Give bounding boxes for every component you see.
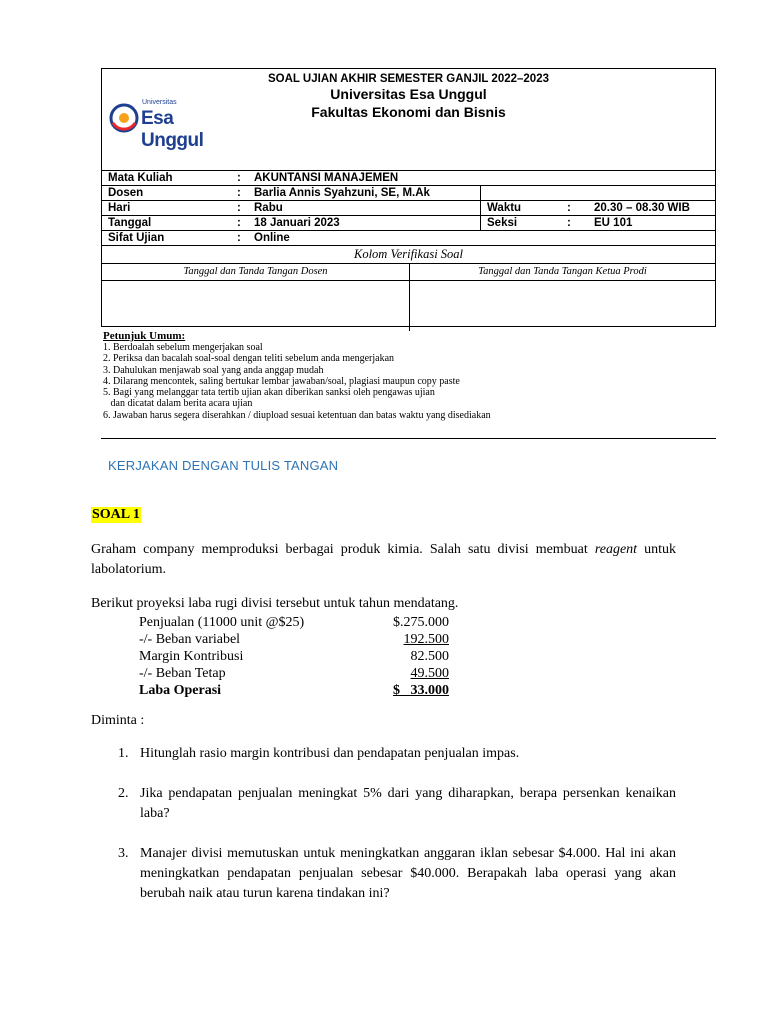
intro-italic-term: reagent — [594, 542, 638, 557]
income-value: 49.500 — [410, 666, 449, 681]
exam-title: SOAL UJIAN AKHIR SEMESTER GANJIL 2022–2023 — [268, 73, 549, 85]
info-label: Mata Kuliah — [108, 172, 173, 184]
instruction-item: 6. Jawaban harus segera diserahkan / diupload sesuai ketentuan dan batas waktu yang disediakan — [103, 409, 491, 421]
exam-info-table — [102, 170, 715, 331]
info-value: AKUNTANSI MANAJEMEN — [254, 172, 399, 184]
info-label: Sifat Ujian — [108, 232, 165, 244]
info-colon: : — [237, 217, 241, 229]
income-row — [139, 665, 449, 682]
income-label: Laba Operasi — [139, 683, 222, 698]
question-text: Hitunglah rasio margin kontribusi dan pendapatan penjualan impas. — [140, 746, 520, 761]
logo-swirl-icon — [109, 103, 139, 133]
question-number: 1. — [118, 746, 129, 761]
info-colon: : — [237, 232, 241, 244]
income-value: $.275.000 — [393, 615, 449, 630]
logo-text: Esa Unggul — [141, 108, 204, 151]
income-row-total — [139, 682, 449, 699]
info-label-waktu: Waktu — [487, 202, 522, 214]
income-value: 192.500 — [403, 632, 449, 647]
income-label: -/- Beban variabel — [139, 632, 241, 647]
projection-intro: Berikut proyeksi laba rugi divisi tersebut untuk tahun mendatang. — [91, 596, 459, 611]
info-value: Online — [254, 232, 290, 244]
info-value: Barlia Annis Syahzuni, SE, M.Ak — [254, 187, 430, 199]
instruction-item: 3. Dahulukan menjawab soal yang anda anggap mudah — [103, 364, 324, 376]
instruction-item: dan dicatat dalam berita acara ujian — [103, 398, 253, 410]
info-row-mata-kuliah — [102, 171, 715, 186]
instructions-title: Petunjuk Umum: — [103, 330, 186, 342]
row-divider — [480, 201, 481, 215]
income-value: 82.500 — [410, 649, 449, 664]
divider-line — [101, 438, 716, 439]
signature-prodi-label: Tanggal dan Tanda Tangan Ketua Prodi — [478, 266, 647, 277]
info-value-seksi: EU 101 — [594, 217, 633, 229]
info-colon: : — [237, 187, 241, 199]
instruction-item: 5. Bagi yang melanggar tata tertib ujian akan diberikan sanksi oleh pengawas ujian — [103, 387, 435, 399]
verification-title: Kolom Verifikasi Soal — [102, 246, 715, 264]
income-label: -/- Beban Tetap — [139, 666, 226, 681]
income-statement — [139, 614, 449, 699]
row-divider — [480, 216, 481, 230]
general-instructions — [103, 330, 491, 421]
instruction-item: 4. Dilarang mencontek, saling bertukar lembar jawaban/soal, plagiasi maupun copy paste — [103, 375, 460, 387]
signature-boxes — [102, 281, 715, 331]
info-label: Dosen — [108, 187, 144, 199]
info-label: Hari — [108, 202, 131, 214]
info-value: Rabu — [254, 202, 283, 214]
info-colon: : — [567, 217, 571, 229]
income-row — [139, 614, 449, 631]
question-intro — [91, 540, 676, 580]
info-row-dosen — [102, 186, 715, 201]
university-logo — [106, 96, 216, 151]
income-value: $ 33.000 — [393, 683, 449, 698]
question-number: 3. — [118, 846, 129, 861]
university-name: Universitas Esa Unggul — [330, 86, 487, 102]
handwriting-notice: KERJAKAN DENGAN TULIS TANGAN — [108, 458, 339, 473]
header-top — [102, 69, 715, 171]
diminta-label: Diminta : — [91, 713, 145, 728]
info-label: Tanggal — [108, 217, 152, 229]
question-number: 2. — [118, 786, 129, 801]
income-row — [139, 631, 449, 648]
info-value: 18 Januari 2023 — [254, 217, 340, 229]
column-divider — [409, 281, 410, 331]
intro-text-end: untuk labolatorium. — [91, 542, 676, 577]
info-row-tanggal — [102, 216, 715, 231]
row-divider — [480, 186, 481, 200]
info-label-seksi: Seksi — [487, 217, 518, 229]
instruction-item: 1. Berdoalah sebelum mengerjakan soal — [103, 342, 263, 353]
info-colon: : — [567, 202, 571, 214]
logo-small-text: Universitas — [142, 99, 177, 106]
signature-header-row — [102, 264, 715, 281]
info-value-waktu: 20.30 – 08.30 WIB — [594, 202, 690, 214]
info-row-sifat-ujian — [102, 231, 715, 246]
question-text: Jika pendapatan penjualan meningkat 5% dari yang diharapkan, berapa persenkan kenaikan laba? — [140, 786, 676, 821]
faculty-name: Fakultas Ekonomi dan Bisnis — [311, 104, 506, 120]
income-row — [139, 648, 449, 665]
info-colon: : — [237, 172, 241, 184]
info-colon: : — [237, 202, 241, 214]
info-row-hari — [102, 201, 715, 216]
intro-text: Graham company memproduksi berbagai produk kimia. Salah satu divisi membuat — [91, 542, 595, 557]
exam-header — [101, 68, 716, 327]
instruction-item: 2. Periksa dan bacalah soal-soal dengan teliti sebelum anda mengerjakan — [103, 353, 395, 365]
income-label: Penjualan (11000 unit @$25) — [139, 615, 305, 630]
question-label: SOAL 1 — [92, 507, 140, 522]
income-label: Margin Kontribusi — [139, 649, 244, 664]
question-text: Manajer divisi memutuskan untuk meningkatkan anggaran iklan sebesar $4.000. Hal ini akan meningkatkan pendapatan penjualan sebesar $40.000. Berapakah laba operasi yang akan berubah naik atau turun karena tindakan ini? — [140, 846, 676, 901]
signature-dosen-label: Tanggal dan Tanda Tangan Dosen — [183, 266, 328, 277]
